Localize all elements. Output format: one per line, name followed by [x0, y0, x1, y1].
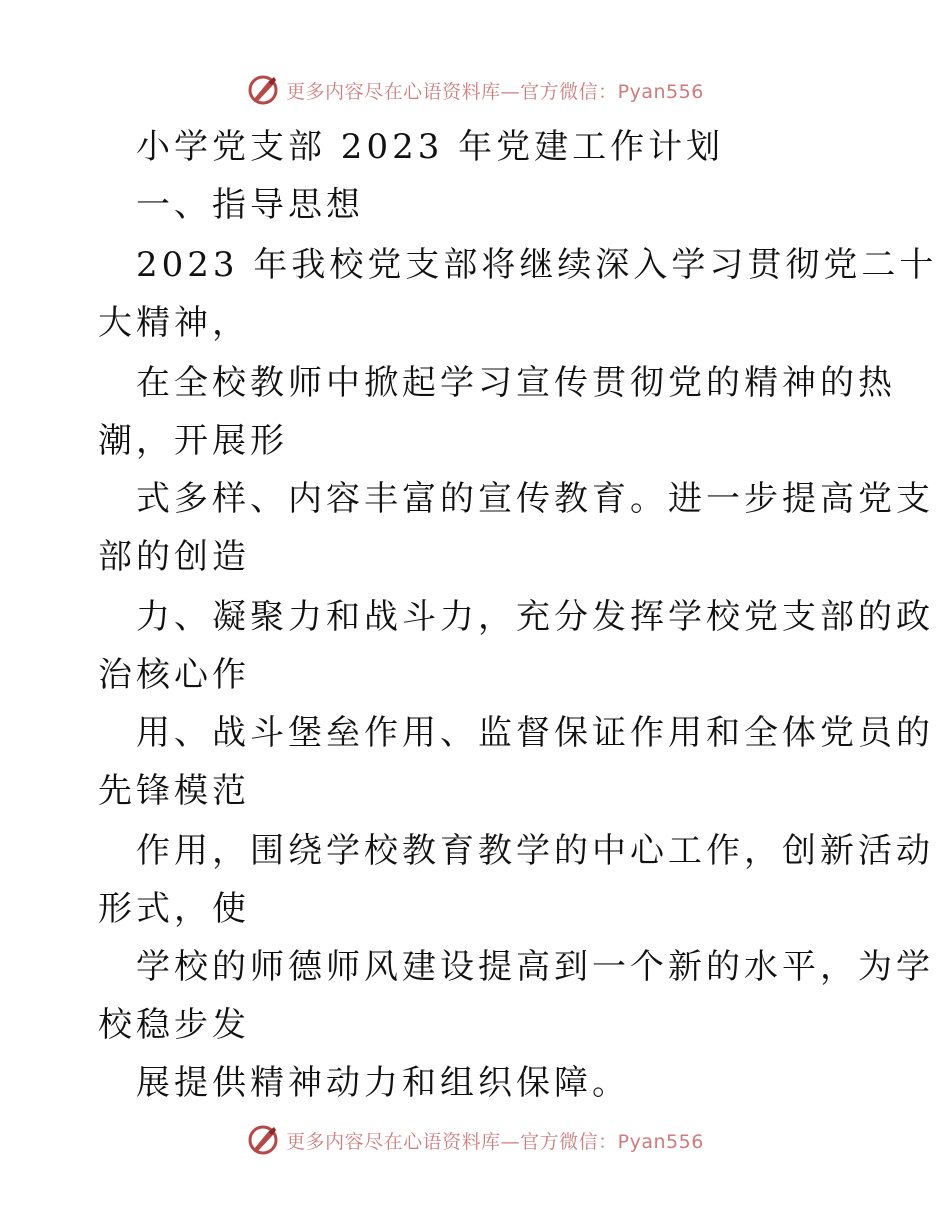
paragraph-line: 用、战斗堡垒作用、监督保证作用和全体党员的	[136, 713, 934, 753]
paragraph-line: 作用，围绕学校教育教学的中心工作，创新活动	[136, 831, 934, 871]
paragraph-line: 展提供精神动力和组织保障。	[136, 1063, 630, 1103]
paragraph-line: 校稳步发	[98, 1005, 250, 1045]
pen-nib-logo-icon	[246, 1123, 280, 1157]
footer-watermark	[0, 1120, 950, 1160]
paragraph-line: 力、凝聚力和战斗力，充分发挥学校党支部的政	[136, 597, 934, 637]
pen-nib-logo-icon	[246, 73, 280, 107]
paragraph-line: 潮，开展形	[98, 421, 288, 461]
document-title: 小学党支部 2023 年党建工作计划	[136, 127, 725, 167]
paragraph-line: 学校的师德师风建设提高到一个新的水平，为学	[136, 947, 934, 987]
paragraph-line: 形式，使	[98, 889, 250, 929]
paragraph-line: 治核心作	[98, 655, 250, 695]
paragraph-line: 先锋模范	[98, 771, 250, 811]
paragraph-line: 部的创造	[98, 537, 250, 577]
paragraph-line: 大精神，	[98, 303, 250, 343]
paragraph-line: 2023 年我校党支部将继续深入学习贯彻党二十	[136, 245, 938, 285]
watermark-text: 更多内容尽在心语资料库—官方微信：Pyan556	[286, 1130, 704, 1153]
watermark-text: 更多内容尽在心语资料库—官方微信：Pyan556	[286, 80, 704, 103]
paragraph-line: 式多样、内容丰富的宣传教育。进一步提高党支	[136, 479, 934, 519]
header-watermark	[0, 70, 950, 110]
paragraph-line: 在全校教师中掀起学习宣传贯彻党的精神的热	[136, 363, 896, 403]
section-heading: 一、指导思想	[136, 185, 364, 225]
